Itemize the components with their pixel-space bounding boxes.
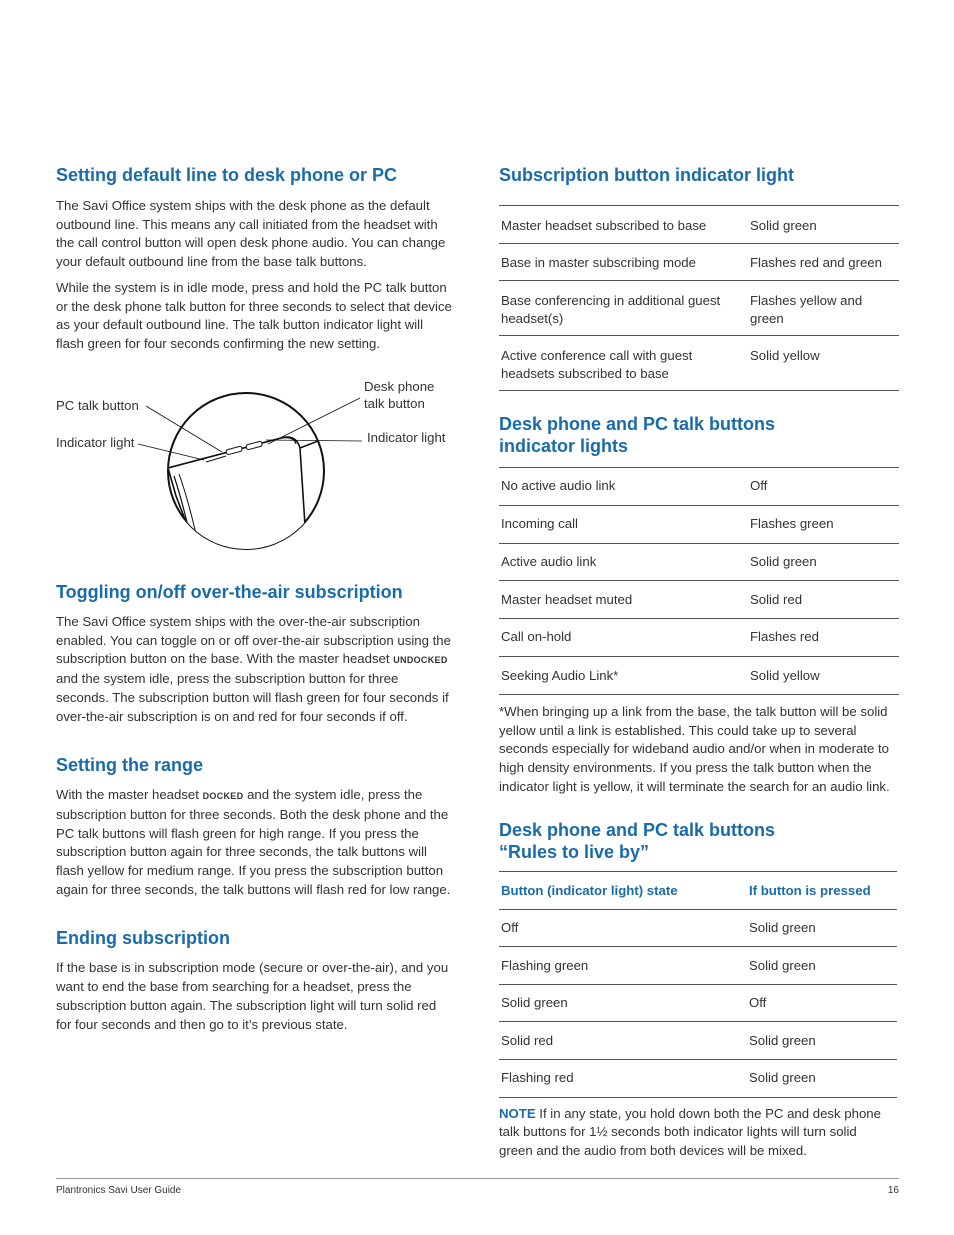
table-cell: Solid green xyxy=(749,919,816,935)
heading-rules-2: “Rules to live by” xyxy=(499,841,650,862)
table-cell: Master headset muted xyxy=(501,592,633,607)
table-row xyxy=(499,985,897,1022)
table-cell: Seeking Audio Link* xyxy=(501,668,619,683)
table-cell: Master headset subscribed to base xyxy=(501,218,707,233)
label-desk-phone-1: Desk phone xyxy=(364,379,435,394)
table-cell: Solid green xyxy=(749,957,816,973)
table-rules xyxy=(499,871,897,1098)
heading-toggling: Toggling on/off over-the-air subscription xyxy=(56,582,403,602)
label-indicator-light-right: Indicator light xyxy=(367,430,446,445)
table-talk-lights xyxy=(499,467,899,695)
table-cell: Flashing green xyxy=(501,957,589,973)
table-row xyxy=(499,206,899,244)
base-diagram xyxy=(56,376,456,551)
table-cell: Solid yellow xyxy=(750,668,820,683)
heading-rules-1: Desk phone and PC talk buttons xyxy=(499,819,776,840)
note-text: If in any state, you hold down both the PC and desk phone talk buttons for 1½ seconds both indicator lights will turn solid green and the audio from both devices will be mixed. xyxy=(499,1105,881,1158)
para-toggling-a: The Savi Office system ships with the over-the-air subscription enabled. You can toggle on or off over-the-air subscription using the subscription button on the base. With the master headset xyxy=(56,614,451,667)
table-cell: Off xyxy=(750,478,768,493)
para-range-a: With the master headset xyxy=(56,787,203,803)
right-column xyxy=(499,164,899,1161)
page-number: 16 xyxy=(887,1185,899,1196)
table-cell: Solid green xyxy=(749,1069,816,1085)
table-cell: Base conferencing in additional guest headset(s) xyxy=(501,293,721,326)
heading-talk-lights-1: Desk phone and PC talk buttons xyxy=(499,414,776,434)
para-ending: If the base is in subscription mode (secure or over-the-air), and you want to end the base from searching for a headset, press the subscription button again. The subscription light will turn solid red for four seconds and then go to it’s previous state. xyxy=(56,960,449,1032)
left-column xyxy=(56,164,454,354)
table-cell: Off xyxy=(749,994,767,1010)
table-cell: Solid green xyxy=(750,218,817,233)
heading-talk-lights-2: indicator lights xyxy=(499,436,629,456)
table-header-cell: Button (indicator light) state xyxy=(501,882,678,898)
table-cell: Incoming call xyxy=(501,516,578,531)
table-cell: Solid green xyxy=(749,1032,816,1048)
table-cell: Solid yellow xyxy=(750,348,820,363)
table-row xyxy=(499,619,899,657)
heading-subscription-light: Subscription button indicator light xyxy=(499,165,794,185)
table-cell: Active conference call with guest headsets subscribed to base xyxy=(501,348,693,381)
table-cell: No active audio link xyxy=(501,478,616,493)
para-default-line-2: While the system is in idle mode, press and hold the PC talk button or the desk phone talk button for three seconds to select that device as your default outbound line. The talk button indicator light will flash green for four seconds confirming the new setting. xyxy=(56,279,452,351)
heading-ending: Ending subscription xyxy=(56,928,230,949)
label-desk-phone-2: talk button xyxy=(364,396,425,411)
table-cell: Solid red xyxy=(501,1032,554,1048)
table-row xyxy=(499,544,899,581)
table-subscription-light xyxy=(499,205,899,391)
table-row xyxy=(499,1060,897,1098)
table-cell: Call on-hold xyxy=(501,629,572,644)
table-cell: Solid green xyxy=(750,554,817,569)
table-row xyxy=(499,506,899,544)
table-row xyxy=(499,336,899,391)
table-row xyxy=(499,468,899,506)
table-cell: Flashes yellow and green xyxy=(750,293,863,326)
table-header-cell: If button is pressed xyxy=(749,882,871,898)
table-row xyxy=(499,581,899,619)
table-row xyxy=(499,947,897,985)
para-toggling xyxy=(56,613,454,726)
table-cell: Active audio link xyxy=(501,554,597,569)
table-cell: Solid green xyxy=(501,994,568,1010)
footer-guide-title: Plantronics Savi User Guide xyxy=(56,1185,182,1196)
table-cell: Flashes green xyxy=(750,516,834,531)
table-cell: Flashes red and green xyxy=(750,255,882,270)
table-header-row xyxy=(499,872,897,910)
smallcaps-docked: DOCKED xyxy=(202,791,244,802)
table-row xyxy=(499,244,899,281)
note-paragraph xyxy=(499,1105,894,1161)
table-row xyxy=(499,281,899,336)
footnote-seeking: *When bringing up a link from the base, the talk button will be solid yellow until a link is established. This could take up to several seconds especially for wideband audio and/or when in moderate to high density environments. If you press the talk button when the indicator light is yellow, it will terminate the search for an audio link. xyxy=(499,704,890,794)
page-footer xyxy=(56,1178,899,1196)
table-cell: Off xyxy=(501,919,519,935)
para-toggling-b: and the system idle, press the subscription button for three seconds. The subscription button will flash green for four seconds if over-the-air subscription is on and red for four seconds if off. xyxy=(56,671,449,724)
label-pc-talk-button: PC talk button xyxy=(56,398,139,413)
table-cell: Base in master subscribing mode xyxy=(501,255,696,270)
table-row xyxy=(499,657,899,695)
para-default-line-1: The Savi Office system ships with the desk phone as the default outbound line. This means any call initiated from the headset with the call control button will open desk phone audio. You can change your default outbound line from the base talk buttons. xyxy=(56,198,446,270)
heading-default-line: Setting default line to desk phone or PC xyxy=(56,165,398,185)
smallcaps-undocked: UNDOCKED xyxy=(393,655,448,666)
heading-range: Setting the range xyxy=(56,755,204,776)
note-keyword: NOTE xyxy=(499,1105,536,1121)
para-range xyxy=(56,786,454,899)
para-range-b: and the system idle, press the subscription button for three seconds. Both the desk phone and the PC talk buttons will flash green for high range. If you press the subscription button again for three seconds, the talk buttons will flash yellow for medium range. If you press the subscription button again for three seconds, the talk buttons will flash red for low range. xyxy=(56,787,451,897)
table-cell: Solid red xyxy=(750,592,803,607)
table-cell: Flashing red xyxy=(501,1069,574,1085)
left-column-lower xyxy=(56,581,454,1034)
table-row xyxy=(499,910,897,947)
table-cell: Flashes red xyxy=(750,629,819,644)
table-row xyxy=(499,1022,897,1060)
label-indicator-light-left: Indicator light xyxy=(56,435,135,450)
